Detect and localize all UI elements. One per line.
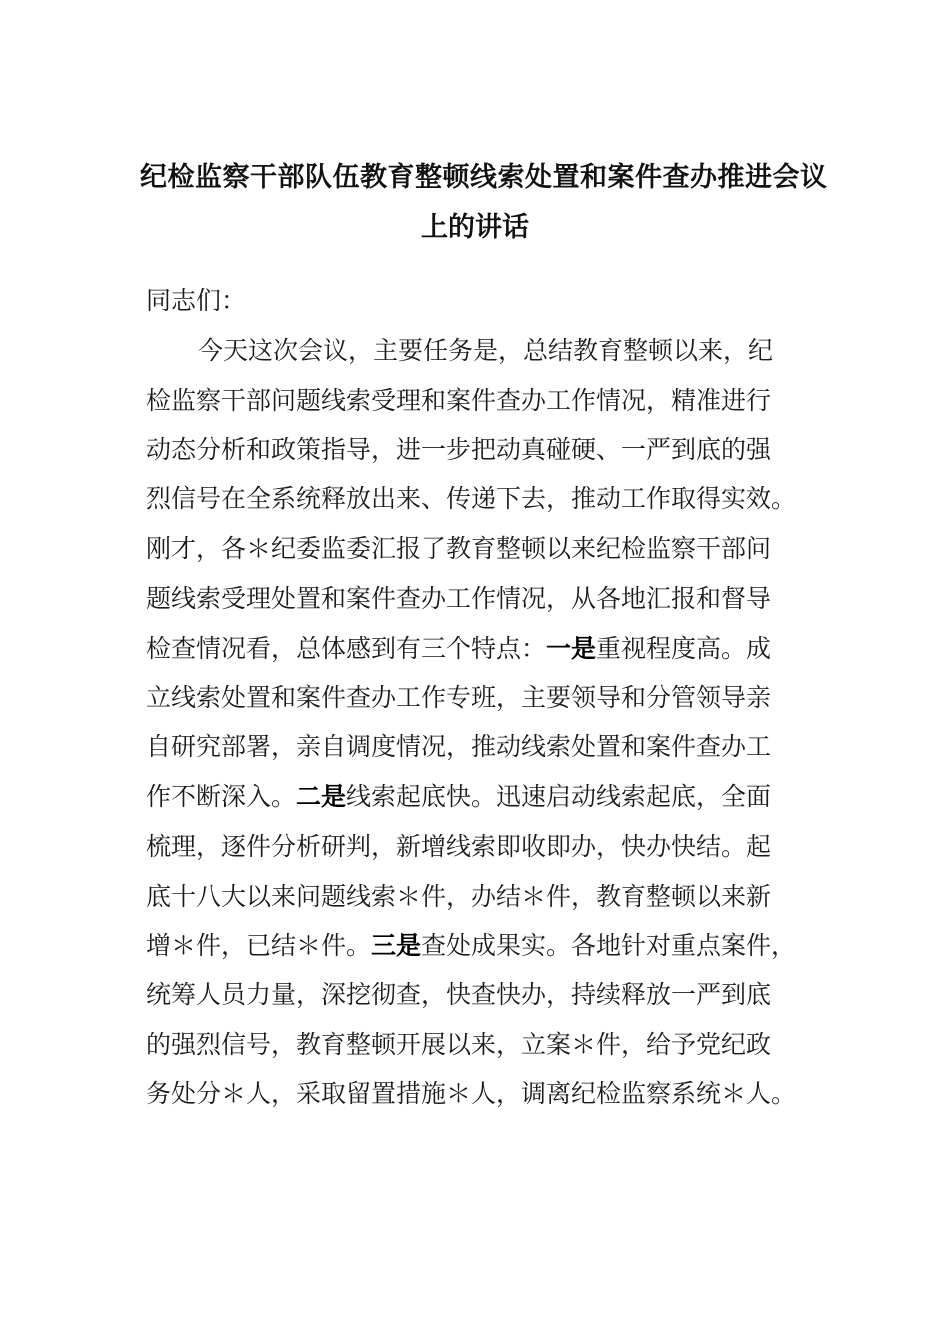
body-line-13-text-a: 增＊件，已结＊件。 [146,931,372,960]
document-title-line-2: 上的讲话 [421,212,529,243]
body-line-8: 立线索处置和案件查办工作专班，主要领导和分管领导亲 [146,683,772,712]
body-line-16: 务处分＊人，采取留置措施＊人，调离纪检监察系统＊人。 [146,1079,797,1108]
body-line-12: 底十八大以来问题线索＊件，办结＊件，教育整顿以来新 [146,882,772,911]
body-line-4: 烈信号在全系统释放出来、传递下去，推动工作取得实效。 [146,484,797,513]
body-line-2: 检监察干部问题线索受理和案件查办工作情况，精准进行 [146,386,772,415]
body-line-7-text-a: 检查情况看，总体感到有三个特点： [146,634,547,663]
body-line-1: 今天这次会议，主要任务是，总结教育整顿以来，纪 [198,336,774,365]
body-line-10 [146,772,771,822]
body-line-13 [146,921,796,971]
body-line-11: 梳理，逐件分析研判，新增线索即收即办，快办快结。起 [146,832,772,861]
body-line-15: 的强烈信号，教育整顿开展以来，立案＊件，给予党纪政 [146,1030,772,1059]
body-line-6: 题线索受理处置和案件查办工作情况，从各地汇报和督导 [146,584,772,613]
salutation: 同志们： [146,286,247,315]
body-line-10-text-c: 线索起底快。迅速启动线索起底，全面 [346,782,772,811]
body-line-7-text-c: 重视程度高。成 [596,634,772,663]
body-line-14: 统筹人员力量，深挖彻查，快查快办，持续释放一严到底 [146,980,772,1009]
body-line-9: 自研究部署，亲自调度情况，推动线索处置和案件查办工 [146,732,772,761]
point-two-marker: 二是 [296,782,347,811]
document-title-line-1: 纪检监察干部队伍教育整顿线索处置和案件查办推进会议 [140,162,828,193]
body-line-13-text-c: 查处成果实。各地针对重点案件， [421,931,797,960]
body-line-7 [146,624,771,674]
body-line-3: 动态分析和政策指导，进一步把动真碰硬、一严到底的强 [146,435,772,464]
point-one-marker: 一是 [546,634,597,663]
body-line-5: 刚才，各＊纪委监委汇报了教育整顿以来纪检监察干部问 [146,534,772,563]
body-line-10-text-a: 作不断深入。 [146,782,297,811]
point-three-marker: 三是 [371,931,422,960]
